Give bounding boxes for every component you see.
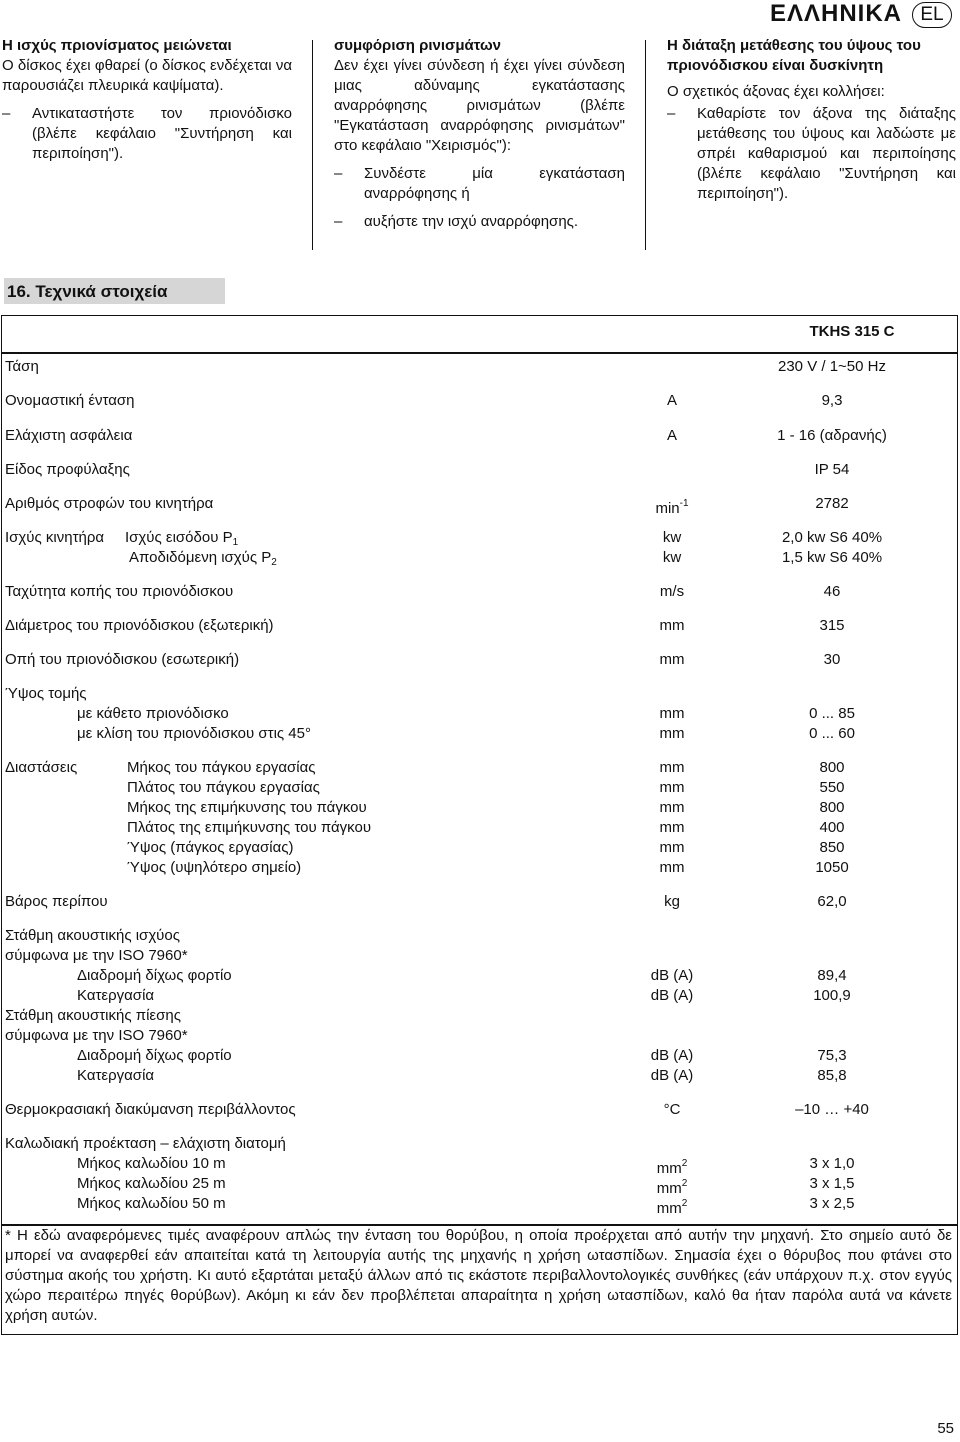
speed-label: Ταχύτητα κοπής του πριονόδισκου [5,583,234,600]
col2-text: Δεν έχει γίνει σύνδεση ή έχει γίνει σύνδεση μιας αδύναμης εγκατάστασης αναρρόφησης ρινισμάτων (βλέπε "Εγκατάσταση αναρρόφησης ρινισμάτων" στο κεφάλαιο "Χειρισμός"): [334,57,625,154]
power-output-value: 1,5 kw S6 40% [781,549,883,566]
dimension-row-label: Ύψος (πάγκος εργασίας) [127,839,294,856]
sound-pressure-row-unit: dB (A) [650,1067,694,1084]
cable-row-value: 3 x 2,5 [809,1195,855,1212]
dimension-row-value: 800 [819,759,845,776]
sound-pressure-row-value: 75,3 [817,1047,847,1064]
cable-unit-base: mm [656,1200,682,1217]
dimension-row-unit: mm [659,839,685,856]
power-output-unit: kw [662,549,682,566]
dimension-row-unit: mm [659,759,685,776]
weight-unit: kg [664,893,680,910]
cable-unit-exponent: 2 [681,1178,688,1189]
temperature-value: –10 … +40 [795,1101,869,1118]
cable-label: Καλωδιακή προέκταση – ελάχιστη διατομή [5,1135,286,1152]
cut-height-row-label: με κλίση του πριονόδισκου στις 45° [77,725,311,742]
diameter-value: 315 [819,617,845,634]
protection-label: Είδος προφύλαξης [5,461,130,478]
voltage-label: Τάση [5,358,39,375]
sound-power-row-unit: dB (A) [650,987,694,1004]
weight-label: Βάρος περίπου [5,893,108,910]
fuse-unit: A [666,427,677,444]
col2-bullet: – Συνδέστε μία εγκατάσταση αναρρόφησης ή [334,164,625,204]
dimension-row-label: Πλάτος του πάγκου εργασίας [127,779,320,796]
page-number: 55 [937,1420,954,1437]
sound-pressure-label: Στάθμη ακουστικής πίεσης [5,1007,181,1024]
current-label: Ονομαστική ένταση [5,392,135,409]
cable-row-label: Μήκος καλωδίου 10 m [77,1155,226,1172]
cable-row-value: 3 x 1,5 [809,1175,855,1192]
dimension-row-unit: mm [659,779,685,796]
sound-power-standard: σύμφωνα με την ISO 7960* [5,947,188,964]
col1-text: Ο δίσκος έχει φθαρεί (ο δίσκος ενδέχεται να παρουσιάζει πλευρικά καψίματα). [2,57,292,94]
cable-unit-base: mm [656,1180,682,1197]
cable-unit-exponent: 2 [681,1198,688,1209]
dimension-row-value: 800 [819,799,845,816]
tech-data-table [1,315,958,1335]
cut-height-row-unit: mm [659,705,685,722]
sound-pressure-row-label: Διαδρομή δίχως φορτίο [77,1047,232,1064]
power-input-text: Ισχύς εισόδου P [125,529,233,546]
col1-bullet: – Αντικαταστήστε τον πριονόδισκο (βλέπε κεφάλαιο "Συντήρηση και περιποίηση"). [2,104,292,164]
cable-row-label: Μήκος καλωδίου 50 m [77,1195,226,1212]
col2-heading: συμφόριση ρινισμάτων [334,37,502,54]
sound-pressure-standard: σύμφωνα με την ISO 7960* [5,1027,188,1044]
rpm-unit-base: min [655,500,680,517]
dimension-row-label: Μήκος της επιμήκυνσης του πάγκου [127,799,367,816]
cut-height-row-value: 0 ... 60 [809,725,855,742]
sound-power-row-unit: dB (A) [650,967,694,984]
power-input-unit: kw [662,529,682,546]
temperature-label: Θερμοκρασιακή διακύμανση περιβάλλοντος [5,1101,296,1118]
dimension-row-value: 1050 [815,859,849,876]
rpm-label: Αριθμός στροφών του κινητήρα [5,495,214,512]
sound-power-row-value: 100,9 [813,987,851,1004]
col1-heading: Η ισχύς πριονίσματος μειώνεται [2,37,232,54]
diameter-unit: mm [659,617,685,634]
rpm-value: 2782 [815,495,849,512]
section-title: 16. Τεχνικά στοιχεία [4,278,225,304]
col3-text: Ο σχετικός άξονας έχει κολλήσει: [667,83,885,100]
power-output-label [129,548,277,573]
sound-pressure-row-value: 85,8 [817,1067,847,1084]
column-3 [667,36,956,204]
col3-heading: Η διάταξη μετάθεσης του ύψους του πριονόδισκου είναι δυσκίνητη [667,37,921,74]
cable-row-label: Μήκος καλωδίου 25 m [77,1175,226,1192]
cable-row-value: 3 x 1,0 [809,1155,855,1172]
language-badge: EL [912,2,952,28]
dimension-row-value: 550 [819,779,845,796]
sound-power-row-label: Κατεργασία [77,987,155,1004]
cable-row-unit [632,1194,712,1219]
dimension-row-value: 850 [819,839,845,856]
cable-unit-base: mm [656,1160,682,1177]
cut-height-row-value: 0 ... 85 [809,705,855,722]
cable-unit-exponent: 2 [681,1158,688,1169]
language-title: ΕΛΛΗΝΙΚΑ [769,0,902,27]
temperature-unit: °C [663,1101,681,1118]
dimension-row-unit: mm [659,799,685,816]
rpm-unit [632,494,712,519]
current-unit: A [666,392,677,409]
power-label: Ισχύς κινητήρα [5,529,105,546]
col2-bullet: – αυξήστε την ισχύ αναρρόφησης. [334,212,625,232]
dimension-row-label: Ύψος (υψηλότερο σημείο) [127,859,302,876]
speed-value: 46 [823,583,841,600]
weight-value: 62,0 [817,893,847,910]
power-input-value: 2,0 kw S6 40% [781,529,883,546]
cut-height-label: Ύψος τομής [5,685,87,702]
dimension-row-unit: mm [659,819,685,836]
dimensions-label: Διαστάσεις [5,759,78,776]
noise-footnote: * Η εδώ αναφερόμενες τιμές αναφέρουν απλώς την ένταση του θορύβου, η οποία προέρχεται από αυτήν την μηχανή. Στο σημείο αυτό δε μπορεί να αναφερθεί εάν απαιτείται κατά τη λειτουργία αυτής της μηχανής η χρήση ωτασπίδων. Σημασία έχει ο θόρυβος που φτάνει στο σύστημα ακοής του χρήστη. Κι αυτό εξαρτάται μεταξύ άλλων από τις εκάστοτε περιβαλλοντολογικές συνθήκες (εάν υπάρχουν π.χ. στον εγγύς χώρο περαιτέρω πηγές θορύβων). Ακόμη κι εάν δεν προβλέπεται απαραίτητα η χρήση ωτασπίδων, καλό θα ήταν παρόλα αυτά να κάνετε χρήση αυτών. [5,1227,952,1324]
voltage-value: 230 V / 1~50 Hz [778,358,886,375]
diameter-label: Διάμετρος του πριονόδισκου (εξωτερική) [5,617,274,634]
dimension-row-label: Πλάτος της επιμήκυνσης του πάγκου [127,819,372,836]
sound-pressure-row-unit: dB (A) [650,1047,694,1064]
cut-height-row-label: με κάθετο πριονόδισκο [77,705,229,722]
model-name: TKHS 315 C [809,323,895,340]
sound-pressure-row-label: Κατεργασία [77,1067,155,1084]
column-divider [645,40,646,250]
rpm-unit-exponent: -1 [679,498,689,509]
column-2 [334,36,625,232]
dimension-row-label: Μήκος του πάγκου εργασίας [127,759,316,776]
sound-power-label: Στάθμη ακουστικής ισχύος [5,927,180,944]
fuse-label: Ελάχιστη ασφάλεια [5,427,133,444]
column-1 [2,36,292,164]
power-input-subscript: 1 [232,537,239,548]
column-divider [312,40,313,250]
bore-label: Οπή του πριονόδισκου (εσωτερική) [5,651,240,668]
fuse-value: 1 - 16 (αδρανής) [777,427,887,444]
power-output-text: Αποδιδόμενη ισχύς P [129,549,272,566]
power-output-subscript: 2 [271,557,277,568]
bore-unit: mm [659,651,685,668]
col3-bullet: – Καθαρίστε τον άξονα της διάταξης μετάθεσης του ύψους και λαδώστε με σπρέι καθαρισμού και περιποίησης (βλέπε κεφάλαιο "Συντήρηση και περιποίηση"). [667,104,956,204]
current-value: 9,3 [821,392,843,409]
table-divider [2,352,957,354]
dimension-row-unit: mm [659,859,685,876]
sound-power-row-value: 89,4 [817,967,847,984]
protection-value: IP 54 [814,461,850,478]
bore-value: 30 [823,651,841,668]
speed-unit: m/s [659,583,685,600]
sound-power-row-label: Διαδρομή δίχως φορτίο [77,967,232,984]
dimension-row-value: 400 [819,819,845,836]
cut-height-row-unit: mm [659,725,685,742]
